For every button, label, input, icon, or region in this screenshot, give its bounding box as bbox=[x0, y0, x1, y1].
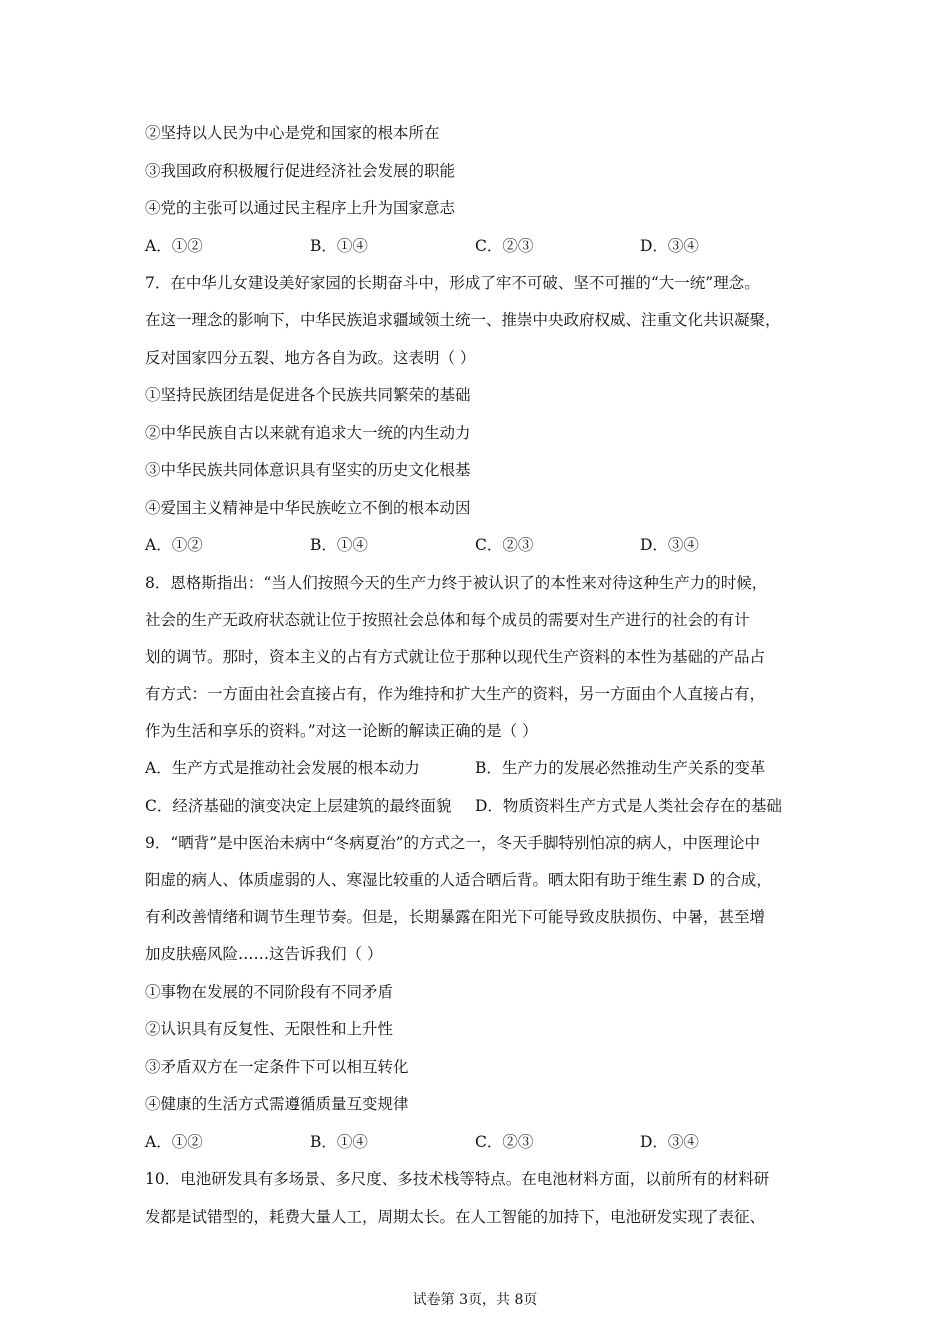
q9-options bbox=[145, 1131, 809, 1153]
q6-option-c[interactable]: C．②③ bbox=[475, 237, 534, 255]
q8-stem-line-3: 划的调节。那时，资本主义的占有方式就让位于那种以现代生产资料的本性为基础的产品占 bbox=[145, 648, 766, 666]
q9-stem-line-1: 9．“晒背”是中医治未病中“冬病夏治”的方式之一，冬天手脚特别怕凉的病人，中医理论中 bbox=[145, 834, 761, 852]
q9-statement-2: ②认识具有反复性、无限性和上升性 bbox=[145, 1020, 394, 1038]
q10-stem-line-1: 10．电池研发具有多场景、多尺度、多技术栈等特点。在电池材料方面，以前所有的材料研 bbox=[145, 1170, 770, 1188]
q8-options-row-2 bbox=[145, 795, 809, 817]
q8-option-c[interactable]: C．经济基础的演变决定上层建筑的最终面貌 bbox=[145, 797, 452, 815]
q8-option-a[interactable]: A．生产方式是推动社会发展的根本动力 bbox=[145, 759, 420, 777]
q7-stem-line-3: 反对国家四分五裂、地方各自为政。这表明（ ） bbox=[145, 349, 476, 367]
q8-option-b[interactable]: B．生产力的发展必然推动生产关系的变革 bbox=[475, 759, 766, 777]
q8-options-row-1 bbox=[145, 757, 809, 779]
q9-statement-3: ③矛盾双方在一定条件下可以相互转化 bbox=[145, 1058, 409, 1076]
q9-stem-line-4: 加皮肤癌风险……这告诉我们（ ） bbox=[145, 945, 383, 963]
q9-option-c[interactable]: C．②③ bbox=[475, 1133, 534, 1151]
page-footer: 试卷第 3页，共 8页 bbox=[412, 1292, 538, 1308]
q8-stem-line-4: 有方式：一方面由社会直接占有，作为维持和扩大生产的资料，另一方面由个人直接占有， bbox=[145, 685, 766, 703]
q9-statement-1: ①事物在发展的不同阶段有不同矛盾 bbox=[145, 983, 394, 1001]
q9-stem-line-3: 有利改善情绪和调节生理节奏。但是，长期暴露在阳光下可能导致皮肤损伤、中暑，甚至增 bbox=[145, 908, 766, 926]
q9-statement-4: ④健康的生活方式需遵循质量互变规律 bbox=[145, 1095, 409, 1113]
q7-option-a[interactable]: A．①② bbox=[145, 536, 203, 554]
q9-option-d[interactable]: D．③④ bbox=[640, 1133, 699, 1151]
q6-statement-3: ③我国政府积极履行促进经济社会发展的职能 bbox=[145, 162, 456, 180]
q7-statement-4: ④爱国主义精神是中华民族屹立不倒的根本动因 bbox=[145, 499, 471, 517]
q9-option-a[interactable]: A．①② bbox=[145, 1133, 203, 1151]
q7-statement-2: ②中华民族自古以来就有追求大一统的内生动力 bbox=[145, 424, 471, 442]
q6-option-a[interactable]: A．①② bbox=[145, 237, 203, 255]
q10-stem-line-2: 发都是试错型的，耗费大量人工，周期太长。在人工智能的加持下，电池研发实现了表征、 bbox=[145, 1208, 766, 1226]
q7-statement-3: ③中华民族共同体意识具有坚实的历史文化根基 bbox=[145, 461, 471, 479]
q7-stem-line-2: 在这一理念的影响下，中华民族追求疆域领土统一、推崇中央政府权威、注重文化共识凝聚， bbox=[145, 311, 781, 329]
q7-statement-1: ①坚持民族团结是促进各个民族共同繁荣的基础 bbox=[145, 386, 471, 404]
q7-option-b[interactable]: B．①④ bbox=[310, 536, 368, 554]
q6-option-d[interactable]: D．③④ bbox=[640, 237, 699, 255]
q7-options bbox=[145, 534, 809, 556]
q9-option-b[interactable]: B．①④ bbox=[310, 1133, 368, 1151]
q7-stem-line-1: 7．在中华儿女建设美好家园的长期奋斗中，形成了牢不可破、坚不可摧的“大一统”理念。 bbox=[145, 274, 760, 292]
q9-stem-line-2: 阳虚的病人、体质虚弱的人、寒湿比较重的人适合晒后背。晒太阳有助于维生素 D 的合成， bbox=[145, 871, 772, 889]
q6-options bbox=[145, 235, 809, 257]
q6-statement-4: ④党的主张可以通过民主程序上升为国家意志 bbox=[145, 199, 456, 217]
q8-option-d[interactable]: D．物质资料生产方式是人类社会存在的基础 bbox=[475, 797, 782, 815]
q7-option-d[interactable]: D．③④ bbox=[640, 536, 699, 554]
q8-stem-line-1: 8．恩格斯指出：“当人们按照今天的生产力终于被认识了的本性来对待这种生产力的时候， bbox=[145, 574, 768, 592]
q7-option-c[interactable]: C．②③ bbox=[475, 536, 534, 554]
q8-stem-line-2: 社会的生产无政府状态就让位于按照社会总体和每个成员的需要对生产进行的社会的有计 bbox=[145, 611, 750, 629]
q6-statement-2: ②坚持以人民为中心是党和国家的根本所在 bbox=[145, 124, 440, 142]
q6-option-b[interactable]: B．①④ bbox=[310, 237, 368, 255]
q8-stem-line-5: 作为生活和享乐的资料。”对这一论断的解读正确的是（ ） bbox=[145, 722, 538, 740]
